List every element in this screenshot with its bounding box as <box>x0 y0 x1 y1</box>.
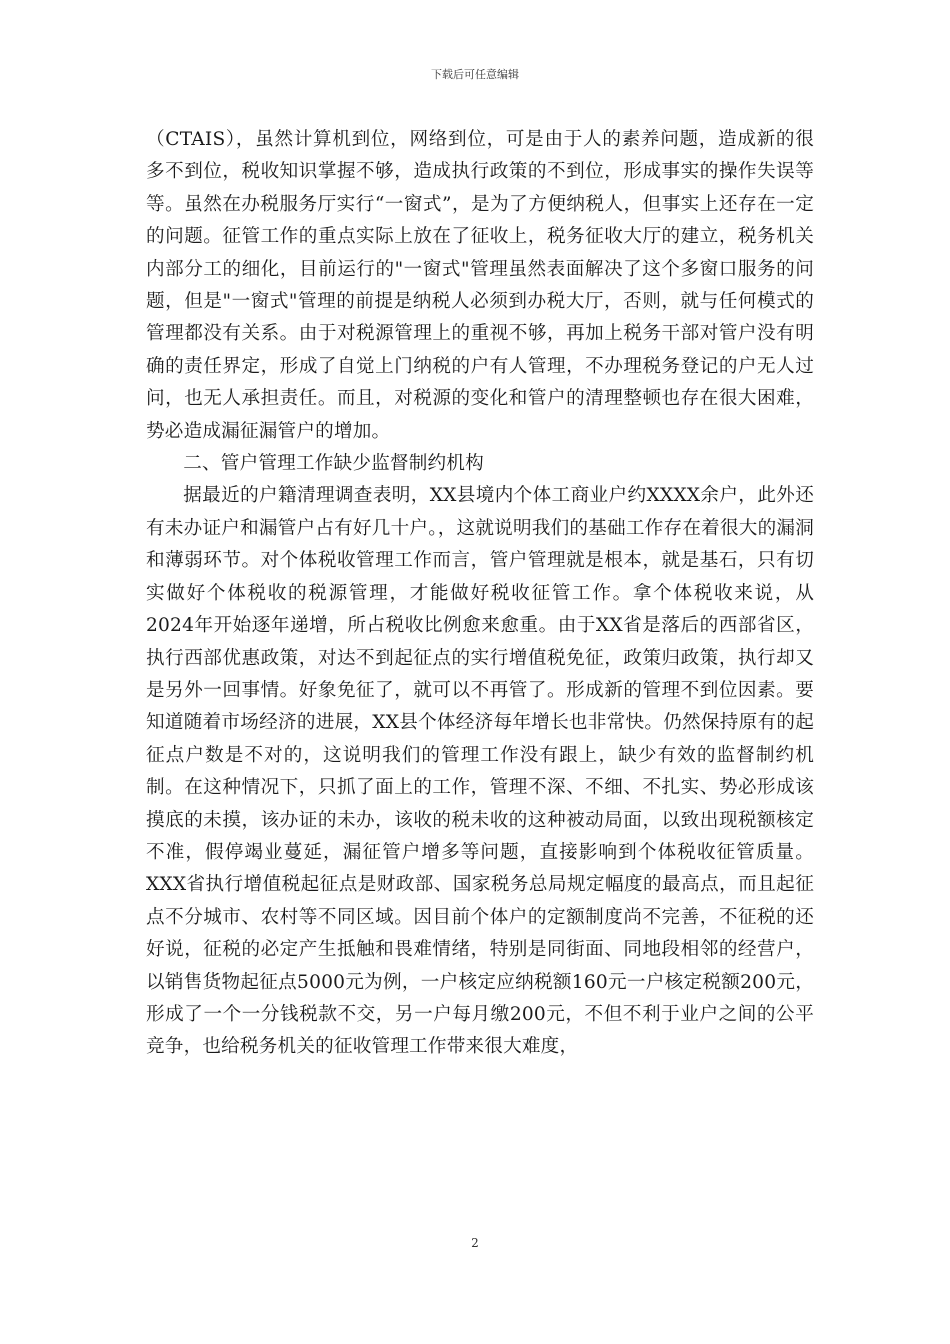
paragraph-continuation: （CTAIS），虽然计算机到位，网络到位，可是由于人的素养问题，造成新的很多不到位，税收知识掌握不够，造成执行政策的不到位，形成事实的操作失误等等。虽然在办税服务厅实行“一窗式”，是为了方便纳税人，但事实上还存在一定的问题。征管工作的重点实际上放在了征收上，税务征收大厅的建立，税务机关内部分工的细化，目前运行的"一窗式"管理虽然表面解决了这个多窗口服务的问题，但是"一窗式"管理的前提是纳税人必须到办税大厅，否则，就与任何模式的管理都没有关系。由于对税源管理上的重视不够，再加上税务干部对管户没有明确的责任界定，形成了自觉上门纳税的户有人管理，不办理税务登记的户无人过问，也无人承担责任。而且，对税源的变化和管户的清理整顿也存在很大困难，势必造成漏征漏管户的增加。 <box>146 129 814 442</box>
paragraph-household-survey: 据最近的户籍清理调查表明，XX县境内个体工商业户约XXXX余户，此外还有未办证户和漏管户占有好几十户。，这就说明我们的基础工作存在着很大的漏洞和薄弱环节。对个体税收管理工作而言，管户管理就是根本，就是基石，只有切实做好个体税收的税源管理，才能做好税收征管工作。拿个体税收来说，从2024年开始逐年递增，所占税收比例愈来愈重。由于XX省是落后的西部省区，执行西部优惠政策，对达不到起征点的实行增值税免征，政策归政策，执行却又是另外一回事情。好象免征了，就可以不再管了。形成新的管理不到位因素。要知道随着市场经济的进展，XX县个体经济每年增长也非常快。仍然保持原有的起征点户数是不对的，这说明我们的管理工作没有跟上，缺少有效的监督制约机制。在这种情况下，只抓了面上的工作，管理不深、不细、不扎实、势必形成该摸底的未摸，该办证的未办，该收的税未收的这种被动局面，以致出现税额核定不准，假停竭业蔓延，漏征管户增多等问题，直接影响到个体税收征管质量。XXX省执行增值税起征点是财政部、国家税务总局规定幅度的最高点，而且起征点不分城市、农村等不同区域。因目前个体户的定额制度尚不完善，不征税的还好说，征税的必定产生抵触和畏难情绪，特别是同街面、同地段相邻的经营户，以销售货物起征点5000元为例，一户核定应纳税额160元一户核定税额200元，形成了一个一分钱税款不交，另一户每月缴200元，不但不利于业户之间的公平竞争，也给税务机关的征收管理工作带来很大难度， <box>146 485 814 1058</box>
page-header: 下载后可任意编辑 <box>431 68 519 81</box>
section-heading: 二、管户管理工作缺少监督制约机构 <box>183 453 484 475</box>
page-number: 2 <box>471 1236 479 1250</box>
document-body <box>146 124 814 1064</box>
